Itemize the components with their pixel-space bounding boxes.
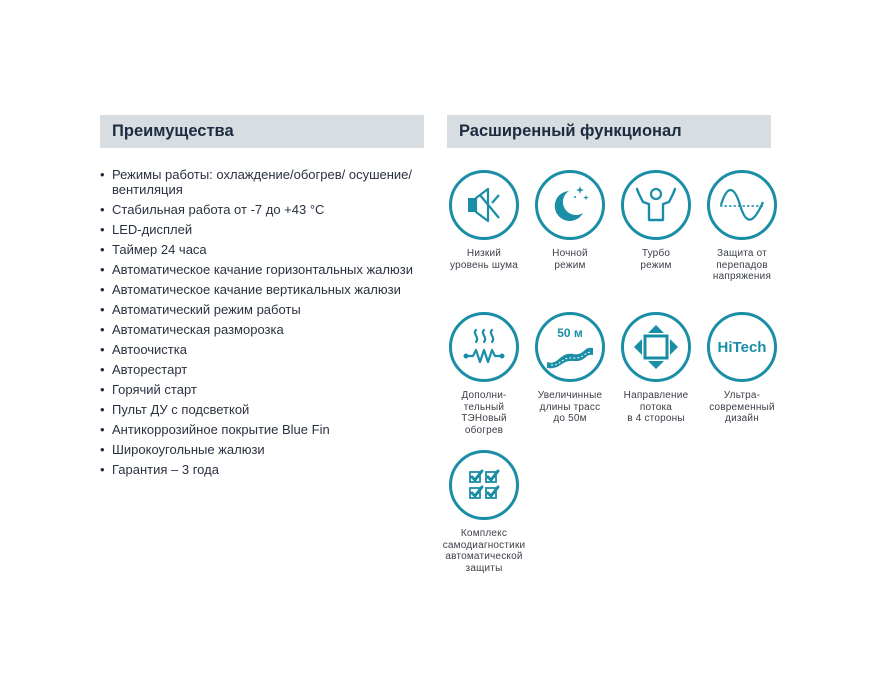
turbo-mode-icon — [621, 170, 691, 240]
feature-low-noise — [440, 170, 528, 271]
list-item: • Автоматическое качание горизонтальных жалюзи — [100, 262, 420, 277]
feature-heater — [440, 312, 528, 436]
feature-label: Низкий уровень шума — [449, 248, 519, 271]
feature-four-way-flow — [612, 312, 700, 425]
feature-label: Ночной режим — [552, 248, 588, 271]
long-pipe-icon — [535, 312, 605, 382]
list-item: • LED-дисплей — [100, 222, 420, 237]
list-item: • Автоматическая разморозка — [100, 322, 420, 337]
self-diagnostics-icon — [449, 450, 519, 520]
functionality-header: Расширенный функционал — [447, 115, 771, 148]
feature-self-diagnostics — [440, 450, 528, 574]
feature-long-pipe — [526, 312, 614, 425]
feature-label: Дополни- тельный ТЭНовый обогрев — [461, 390, 507, 436]
feature-label: Ультра- современный дизайн — [709, 390, 775, 424]
list-item: • Авторестарт — [100, 362, 420, 377]
four-way-flow-icon — [621, 312, 691, 382]
feature-label: Защита от перепадов напряжения — [712, 248, 772, 282]
heater-icon — [449, 312, 519, 382]
list-item: • Пульт ДУ с подсветкой — [100, 402, 420, 417]
hitech-icon — [707, 312, 777, 382]
list-item: • Автоматический режим работы — [100, 302, 420, 317]
list-item: • Антикоррозийное покрытие Blue Fin — [100, 422, 420, 437]
list-item: • Гарантия – 3 года — [100, 462, 420, 477]
long-pipe-icon-text: 50 м — [557, 326, 583, 340]
list-item: • Таймер 24 часа — [100, 242, 420, 257]
feature-hitech — [698, 312, 786, 425]
feature-label: Направление потока в 4 стороны — [623, 390, 689, 424]
list-item: • Автоочистка — [100, 342, 420, 357]
voltage-protection-icon — [707, 170, 777, 240]
list-item: • Режимы работы: охлаждение/обогрев/ осушение/вентиляция — [100, 167, 420, 197]
list-item: • Широкоугольные жалюзи — [100, 442, 420, 457]
feature-label: Комплекс самодиагностики автоматической защиты — [442, 528, 526, 574]
list-item: • Горячий старт — [100, 382, 420, 397]
features-grid — [430, 170, 790, 590]
feature-label: Турбо режим — [640, 248, 672, 271]
advantages-list — [100, 167, 420, 482]
list-item: • Стабильная работа от -7 до +43 °С — [100, 202, 420, 217]
hitech-icon-text: HiTech — [717, 339, 767, 356]
night-mode-icon — [535, 170, 605, 240]
advantages-header: Преимущества — [100, 115, 424, 148]
list-item: • Автоматическое качание вертикальных жалюзи — [100, 282, 420, 297]
feature-voltage-protection — [698, 170, 786, 283]
feature-night-mode — [526, 170, 614, 271]
low-noise-icon — [449, 170, 519, 240]
feature-turbo-mode — [612, 170, 700, 271]
feature-label: Увеличинные длины трасс до 50м — [537, 390, 603, 424]
